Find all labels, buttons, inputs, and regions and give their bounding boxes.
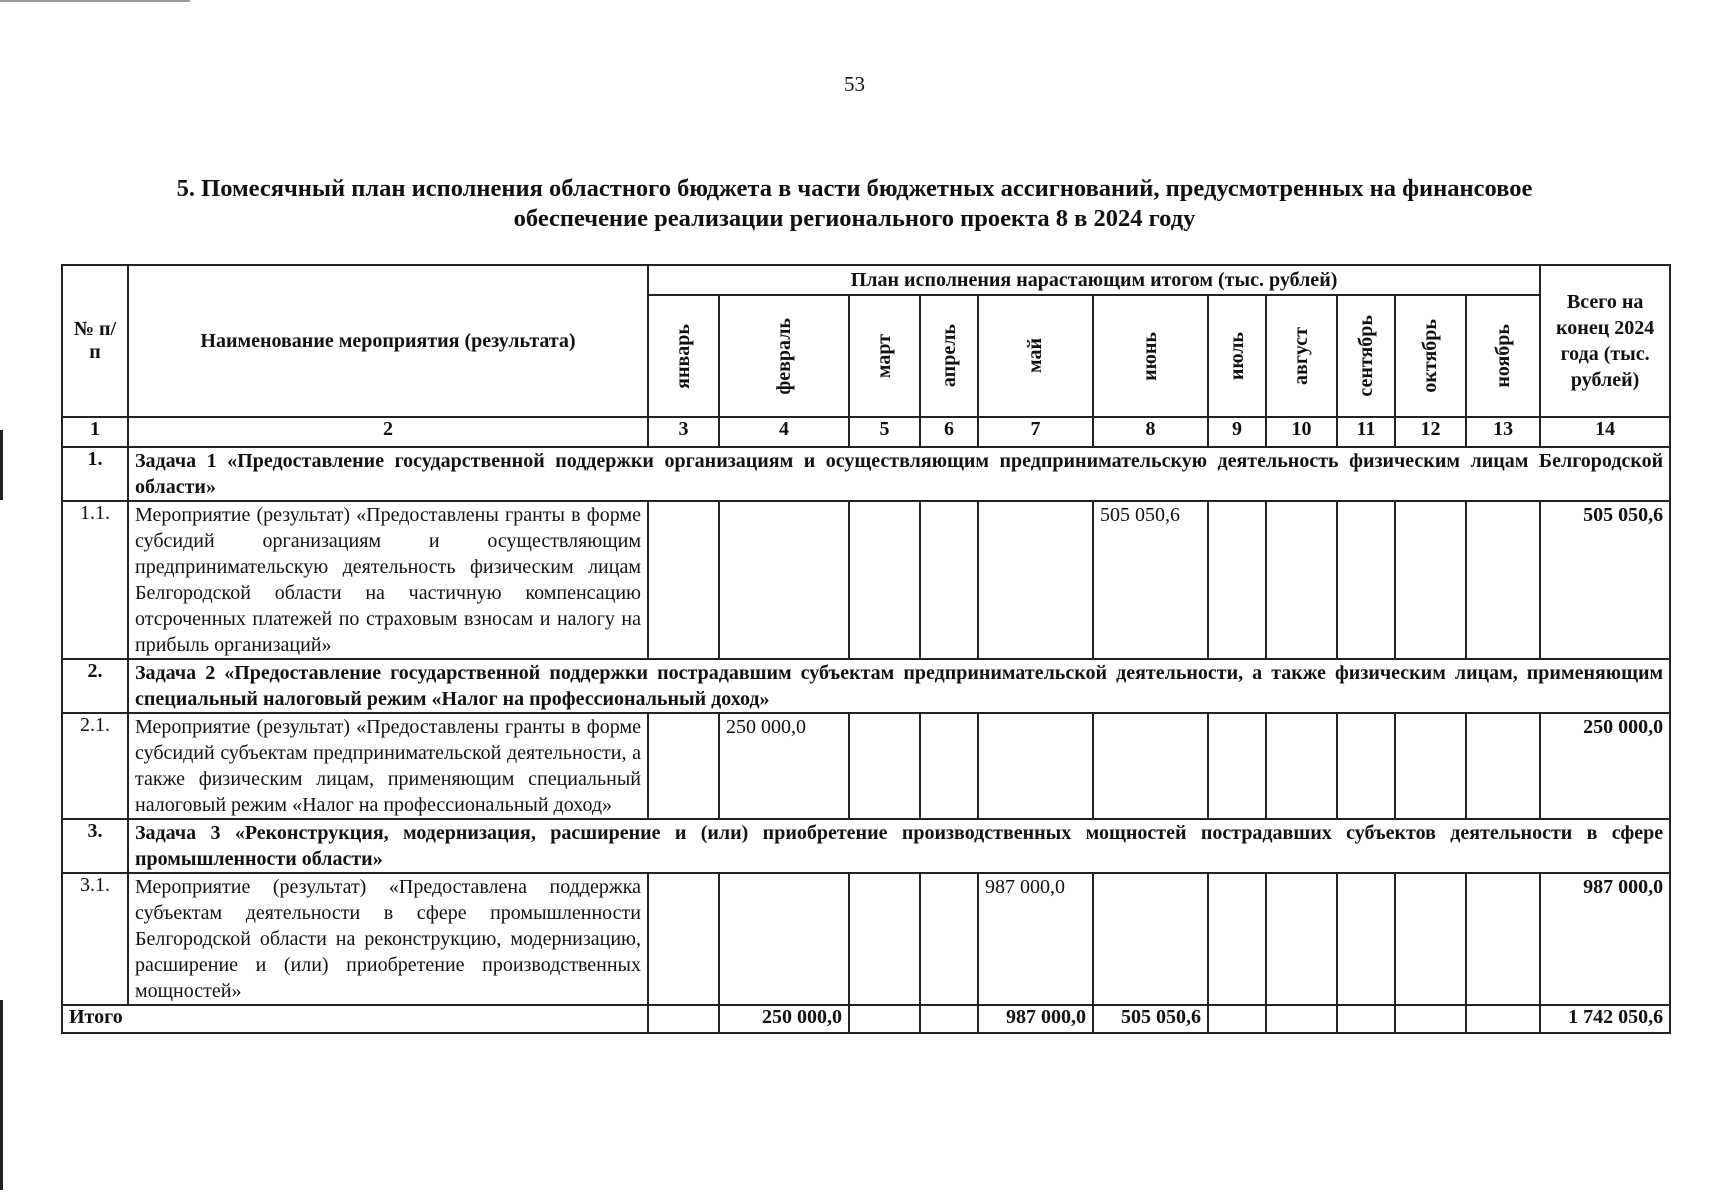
value-cell [719, 501, 849, 659]
column-number: 4 [719, 417, 849, 447]
header-name: Наименование мероприятия (результата) [128, 265, 648, 417]
summary-may: 987 000,0 [978, 1005, 1093, 1033]
value-cell [1266, 713, 1337, 819]
value-cell [978, 713, 1093, 819]
row-total: 250 000,0 [1540, 713, 1670, 819]
summary-cell [648, 1005, 719, 1033]
value-cell [1466, 873, 1540, 1005]
value-cell [920, 501, 978, 659]
value-cell [1337, 873, 1395, 1005]
task-row [62, 659, 1670, 713]
value-cell [1395, 873, 1466, 1005]
scan-edge-mark [0, 430, 3, 500]
title-line-2: обеспечение реализации регионального проекта 8 в 2024 году [513, 205, 1196, 232]
title-line-1: 5. Помесячный план исполнения областного бюджета в части бюджетных ассигнований, предусмотренных на финансовое [176, 175, 1533, 202]
value-cell-june: 505 050,6 [1093, 501, 1208, 659]
value-cell [920, 873, 978, 1005]
row-total: 987 000,0 [1540, 873, 1670, 1005]
column-number: 12 [1395, 417, 1466, 447]
activity-name: Мероприятие (результат) «Предоставлена поддержка субъектам деятельности в сфере промышленности Белгородской области на реконструкцию, модернизацию, расширение и (или) приобретение производственных мощностей» [128, 873, 648, 1005]
month-november: ноябрь [1466, 295, 1540, 417]
summary-cell [1395, 1005, 1466, 1033]
task-number: 3. [62, 819, 128, 873]
month-september: сентябрь [1337, 295, 1395, 417]
scan-edge-mark [0, 1000, 3, 1190]
header-row [62, 265, 1670, 295]
month-august: август [1266, 295, 1337, 417]
column-number: 3 [648, 417, 719, 447]
summary-cell [1208, 1005, 1266, 1033]
month-may: май [978, 295, 1093, 417]
column-number: 6 [920, 417, 978, 447]
month-july: июль [1208, 295, 1266, 417]
value-cell-february: 250 000,0 [719, 713, 849, 819]
activity-name: Мероприятие (результат) «Предоставлены гранты в форме субсидий субъектам предпринимательской деятельности, а также физическим лицам, применяющим специальный налоговый режим «Налог на профессиональный доход» [128, 713, 648, 819]
activity-row [62, 713, 1670, 819]
column-number: 7 [978, 417, 1093, 447]
activity-row [62, 873, 1670, 1005]
value-cell [1266, 873, 1337, 1005]
value-cell [849, 713, 920, 819]
header-total: Всего на конец 2024 года (тыс. рублей) [1540, 265, 1670, 417]
column-number: 10 [1266, 417, 1337, 447]
value-cell [849, 873, 920, 1005]
column-number: 5 [849, 417, 920, 447]
budget-plan-table [61, 264, 1671, 1034]
value-cell [1208, 713, 1266, 819]
summary-label: Итого [62, 1005, 648, 1033]
month-march: март [849, 295, 920, 417]
value-cell [648, 501, 719, 659]
summary-june: 505 050,6 [1093, 1005, 1208, 1033]
summary-cell [920, 1005, 978, 1033]
value-cell [648, 713, 719, 819]
task-row [62, 447, 1670, 501]
column-number: 2 [128, 417, 648, 447]
month-april: апрель [920, 295, 978, 417]
column-number: 13 [1466, 417, 1540, 447]
header-num: № п/п [62, 265, 128, 417]
task-number: 1. [62, 447, 128, 501]
value-cell-may: 987 000,0 [978, 873, 1093, 1005]
summary-cell [1337, 1005, 1395, 1033]
row-total: 505 050,6 [1540, 501, 1670, 659]
value-cell [978, 501, 1093, 659]
value-cell [1337, 713, 1395, 819]
activity-name: Мероприятие (результат) «Предоставлены гранты в форме субсидий организациям и осуществляющим предпринимательскую деятельность физическим лицам Белгородской области на частичную компенсацию отсроченных платежей по страховым взносам и налогу на прибыль организаций» [128, 501, 648, 659]
month-october: октябрь [1395, 295, 1466, 417]
summary-cell [1266, 1005, 1337, 1033]
value-cell [648, 873, 719, 1005]
task-title: Задача 2 «Предоставление государственной поддержки пострадавшим субъектам предпринимательской деятельности, а также физическим лицам, применяющим специальный налоговый режим «Налог на профессиональный доход» [128, 659, 1670, 713]
column-number: 1 [62, 417, 128, 447]
document-title [60, 174, 1649, 234]
task-title: Задача 1 «Предоставление государственной поддержки организациям и осуществляющим предпринимательскую деятельность физическим лицам Белгородской области» [128, 447, 1670, 501]
activity-number: 3.1. [62, 873, 128, 1005]
value-cell [1208, 873, 1266, 1005]
value-cell [849, 501, 920, 659]
value-cell [1466, 501, 1540, 659]
summary-total: 1 742 050,6 [1540, 1005, 1670, 1033]
value-cell [1266, 501, 1337, 659]
page-number: 53 [844, 72, 865, 96]
header-plan: План исполнения нарастающим итогом (тыс. рублей) [648, 265, 1540, 295]
column-number: 14 [1540, 417, 1670, 447]
column-number-row [62, 417, 1670, 447]
month-february: февраль [719, 295, 849, 417]
value-cell [1093, 713, 1208, 819]
column-number: 8 [1093, 417, 1208, 447]
column-number: 11 [1337, 417, 1395, 447]
column-number: 9 [1208, 417, 1266, 447]
activity-number: 2.1. [62, 713, 128, 819]
month-january: январь [648, 295, 719, 417]
value-cell [1337, 501, 1395, 659]
value-cell [1395, 501, 1466, 659]
task-row [62, 819, 1670, 873]
month-june: июнь [1093, 295, 1208, 417]
activity-number: 1.1. [62, 501, 128, 659]
value-cell [1208, 501, 1266, 659]
scan-artifact-line [0, 0, 190, 2]
task-title: Задача 3 «Реконструкция, модернизация, расширение и (или) приобретение производственных мощностей пострадавших субъектов деятельности в сфере промышленности области» [128, 819, 1670, 873]
task-number: 2. [62, 659, 128, 713]
summary-cell [1466, 1005, 1540, 1033]
value-cell [920, 713, 978, 819]
summary-february: 250 000,0 [719, 1005, 849, 1033]
activity-row [62, 501, 1670, 659]
value-cell [719, 873, 849, 1005]
summary-row [62, 1005, 1670, 1033]
value-cell [1395, 713, 1466, 819]
summary-cell [849, 1005, 920, 1033]
value-cell [1093, 873, 1208, 1005]
value-cell [1466, 713, 1540, 819]
